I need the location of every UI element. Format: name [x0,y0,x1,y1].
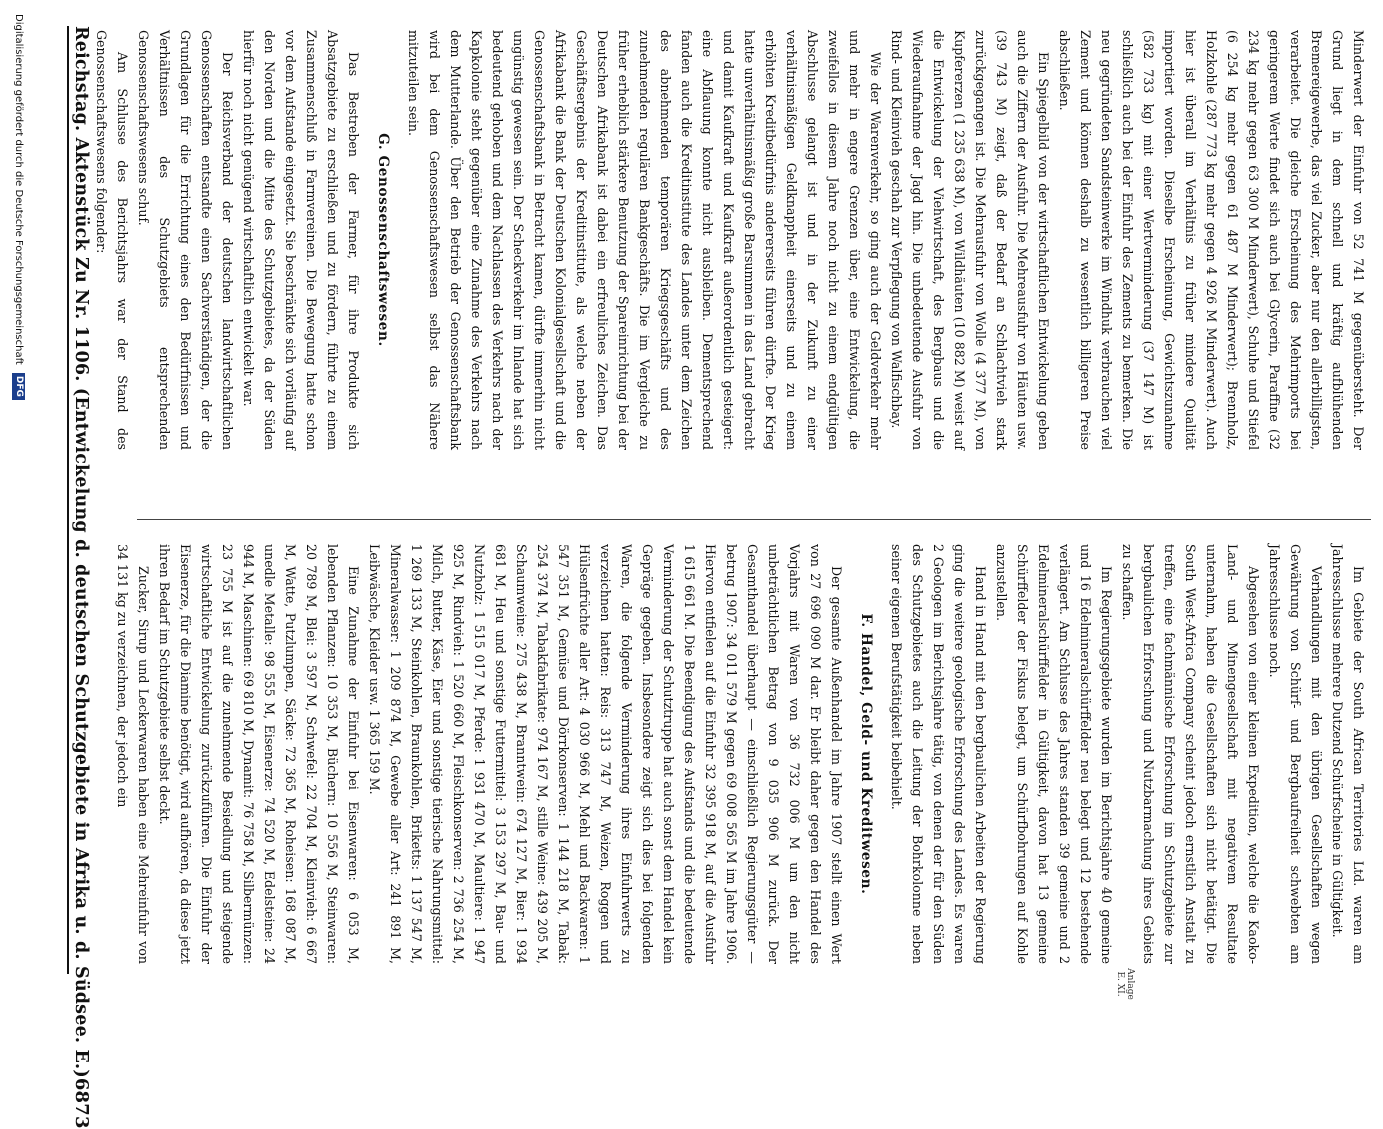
paragraph: Eine Zunahme der Einfuhr bei Eisenwaren: 6 053 M, lebenden Pflanzen: 10 353 M, Büchern: 10 556 M, Steinwaren: 20 789 M, Blei: 3 597 M, Schwefel: 22 704 M, Kleinvieh: 6 667 M, Watte, Putzlumpen, Säcke: 72 365 M, Roheisen: 168 087 M, unedle Metalle: 98 555 M, Eisenerze: 74 520 M, Edelsteine: 24 944 M, Maschinen: 69 810 M, Dynamit: 76 758 M, Silbermünzen: 23 755 M ist auf die zunehmende Besiedlung und steigende wirtschaftliche Entwickelung zurückzuführen. Die Einfuhr der Eisenerze, für die Diamine benötigt, wird aufhören, da diese jetzt ihren Bedarf im Schutzgebiete selbst deckt. [157,544,361,964]
dfg-logo: DFG [12,373,25,400]
paragraph: Verhandlungen mit den übrigen Gesellschaften wegen Gewährung von Schürf- und Bergbaufreiheit schwebten am Jahresschlusse noch. [1267,544,1324,964]
column-divider [137,519,1371,520]
paragraph: Der Reichsverband der deutschen landwirtschaftlichen Genossenschaften entsandte einen Sachverständigen, der die Grundlagen für die Errichtung eines den Bedürfnissen und Verhältnissen des Schutzgebiets entsprechenden Genossenschaftswesens schuf. [136,30,235,450]
page-title: Reichstag. Aktenstück Zu Nr. 1106. (Entwickelung d. deutschen Schutzgebiete in Afrika u. d. Südsee. E.) [71,26,91,1078]
paragraph: Wie der Warenverkehr, so ging auch der Geldverkehr mehr und mehr in engere Grenzen über, eine Entwickelung, die zweifellos in diesem Jahre noch nicht zu einem endgültigen Abschlusse gelangt ist und in der Zukunft zu einer verhältnismäßigen Geldknappheit einerseits und zu einem erhöhten Kreditbedürfnis andererseits führen dürfte. Der Krieg hatte unverhältnismäßig große Barsummen in das Land gebracht und damit Kaufkraft und Kaufkraft außerordentlich gesteigert: eine Abflauung konnte nicht ausbleiben. Dementsprechend fanden auch die Kreditinstitute des Landes unter dem Zeichen des abnehmenden temporären Kriegsgeschäfts und des zunehmenden regulären Bankgeschäfts. Die im Vergleiche zu früher erheblich stärkere Benutzung der Spareinrichtung bei der Deutschen Afrikabank ist dabei ein erfreuliches Zeichen. Das Geschäftsergebnis der Kreditinstitute, als welche neben der Afrikabank die Bank der Deutschen Kolonialgesellschaft und die Genossenschaftsbank in Betracht kamen, dürfte immerhin nicht ungünstig gewesen sein. Der Scheckverkehr im Inlande hat sich bedeutend gehoben und dem Nachlassen des Verkehrs nach der Kapkolonie steht gegenüber eine Zunahme des Verkehrs nach dem Mutterlande. Über den Betrieb der Genossenschaftsbank wird bei dem Genossenschaftswesen selbst das Nähere mitzuteilen sein. [406,30,883,450]
paragraph: Abgesehen von einer kleinen Expedition, welche die Kaoko-Land- und Minengesellschaft mit negativem Resultate unternahm, haben die Gesellschaften sich nicht betätigt. Die South West-Africa Company scheint jedoch ernstlich Anstalt zu treffen, eine fachmännische Erforschung im Schutzgebiete zur bergbaulichen Erforschung und Nutzbarmachung ihres Gebiets zu schaffen. [1120,544,1261,964]
paragraph: Im Regierungsgebiete wurden im Berichtsjahre 40 gemeine und 16 Edelmineralschürffelder neu belegt und 12 bestehende verlängert. Am Schlusse des Jahres standen 39 gemeine und 2 Edelmineralschürffelder in Gültigkeit, davon hat 13 gemeine Schürffelder der Fiskus belegt, um Schürfbohrungen auf Kohle anzustellen. [994,544,1114,964]
section-heading: F. Handel, Geld- und Kreditwesen. [858,613,874,895]
paragraph: Am Schlusse des Berichtsjahrs war der Stand des Genossenschaftswesens folgender: [94,30,130,450]
right-column [94,30,1369,450]
margin-note: Anlage E. XI. [1115,968,1135,1000]
footer-text: Digitalisierung gefördert durch die Deutsche Forschungsgemeinschaft [13,14,24,365]
digitization-footer [12,14,25,984]
paragraph: Im Gebiete der South African Territories Ltd. waren am Jahresschlusse mehrere Dutzend Schürfscheine in Gültigkeit. [1330,544,1366,964]
paragraph: Das Bestreben der Farmer, für ihre Produkte sich Absatzgebiete zu erschließen und zu fördern, führte zu einem Zusammenschluß in Farmvereinen. Die Bewegung hatte schon vor dem Aufstande eingesetzt. Sie beschränkte sich vorläufig auf den Norden und die Mitte des Schutzgebietes, da der Süden hierfür noch nicht genügend wirtschaftlich entwickelt war. [241,30,361,450]
paragraph: Zucker, Sirup und Leckerwaren haben eine Mehreinfuhr von 34 131 kg zu verzeichnen, der jedoch ein [115,544,151,964]
paragraph: Ein Spiegelbild von der wirtschaftlichen Entwickelung geben auch die Ziffern der Ausfuhr. Die Mehreausfuhr von Häuten usw. (39 743 M) zeigt, daß der Bedarf an Schlachtvieh stark zurückgegangen ist. Die Mehrausfuhr von Wolle (4 377 M), von Kupfererzen (1 235 638 M), von Wildhäuten (10 882 M) weist auf die Entwickelung der Viehwirtschaft, des Bergbaus und die Wiederaufnahme der Jagd hin. Die unbedeutende Ausfuhr von Rind- und Kleinvieh geschah zur Verpflegung von Walfischbay. [889,30,1051,450]
left-column [115,544,1369,964]
page-number: 6873 [71,1077,92,1129]
paragraph: Der gesamte Außenhandel im Jahre 1907 stellt einen Wert von 27 696 090 M dar. Er bleibt daher gegen den Handel des Vorjahrs mit Waren von 36 732 006 M um den nicht unbeträchtlichen Betrag von 9 035 906 M zurück. Der Gesamthandel überhaupt — einschließlich Regierungsgüter — betrug 1907: 34 011 579 M gegen 69 008 565 M im Jahre 1906. Hiervon entfielen auf die Einfuhr 32 395 918 M, auf die Ausfuhr 1 615 661 M. Die Beendigung des Aufstands und die bedeutende Verminderung der Schutztruppe hat auch sonst dem Handel kein Gepräge gegeben. Insbesondere zeigt sich dies bei folgenden Waren, die folgende Verminderung ihres Einfuhrwerts zu verzeichnen hatten: Reis: 313 747 M, Weizen, Roggen und Hülsenfrüchte aller Art: 4 030 966 M, Mehl und Backwaren: 1 547 351 M, Gemüse und Dörrkonserven: 1 144 218 M, Tabak: 254 374 M, Tabakfabrikate: 974 167 M, stille Weine: 439 205 M, Schaumweine: 275 438 M, Branntwein: 674 127 M, Bier: 1 934 681 M, Heu und sonstige Futtermittel: 3 153 297 M, Bau- und Nutzholz: 1 515 017 M, Pferde: 1 931 470 M, Maultiere: 1 947 925 M, Rindvieh: 1 520 660 M, Fleischkonserven: 2 736 254 M, Milch, Butter, Käse, Eier und sonstige tierische Nahrungsmittel: 1 269 133 M, Steinkohlen, Braunkohlen, Briketts: 1 137 547 M, Mineralwasser: 1 209 874 M, Gewebe aller Art: 241 891 M, Leibwäsche, Kleider usw. 1 365 159 M. [367,544,844,964]
paragraph: Minderwert der Einfuhr von 52 741 M gegenübersteht. Der Grund liegt in dem schnell und kräftig aufblühenden Bremereigewerbe, das viel Zucker, aber nur den allerbilligsten, verarbeitet. Die gleiche Erscheinung des Mehrimports bei geringerem Werte findet sich auch bei Glycerin, Paraffine (32 234 kg mehr gegen 63 300 M Minderwert), Schuhe und Stiefel (6 254 kg mehr gegen 61 487 M Minderwert); Brennholz, Holzkohle (287 773 kg mehr gegen 4 926 M Minderwert). Auch hier ist überall im Verhältnis zu früher mindere Qualität importiert worden. Dieselbe Erscheinung, Gewichtszunahme (582 733 kg) mit einer Wertverminderung (37 147 M) ist schließlich auch bei der Einfuhr des Zements zu bemerken. Die neu gegründeten Sandsteinwerke im Windhuk verbrauchen viel Zement und können deshalb zu wesentlich billigeren Preise abschließen. [1057,30,1366,450]
section-heading: G. Genossenschaftswesen. [375,133,391,347]
paragraph: Hand in Hand mit den bergbaulichen Arbeiten der Regierung ging die weitere geologische Erforschung des Landes. Es waren 2 Geologen im Berichtsjahre tätig, von denen der für den Süden des Schutzgebietes auch die Leitung der Bohrkolonne neben seiner eigenen Berufstätigkeit beibehielt. [889,544,988,964]
